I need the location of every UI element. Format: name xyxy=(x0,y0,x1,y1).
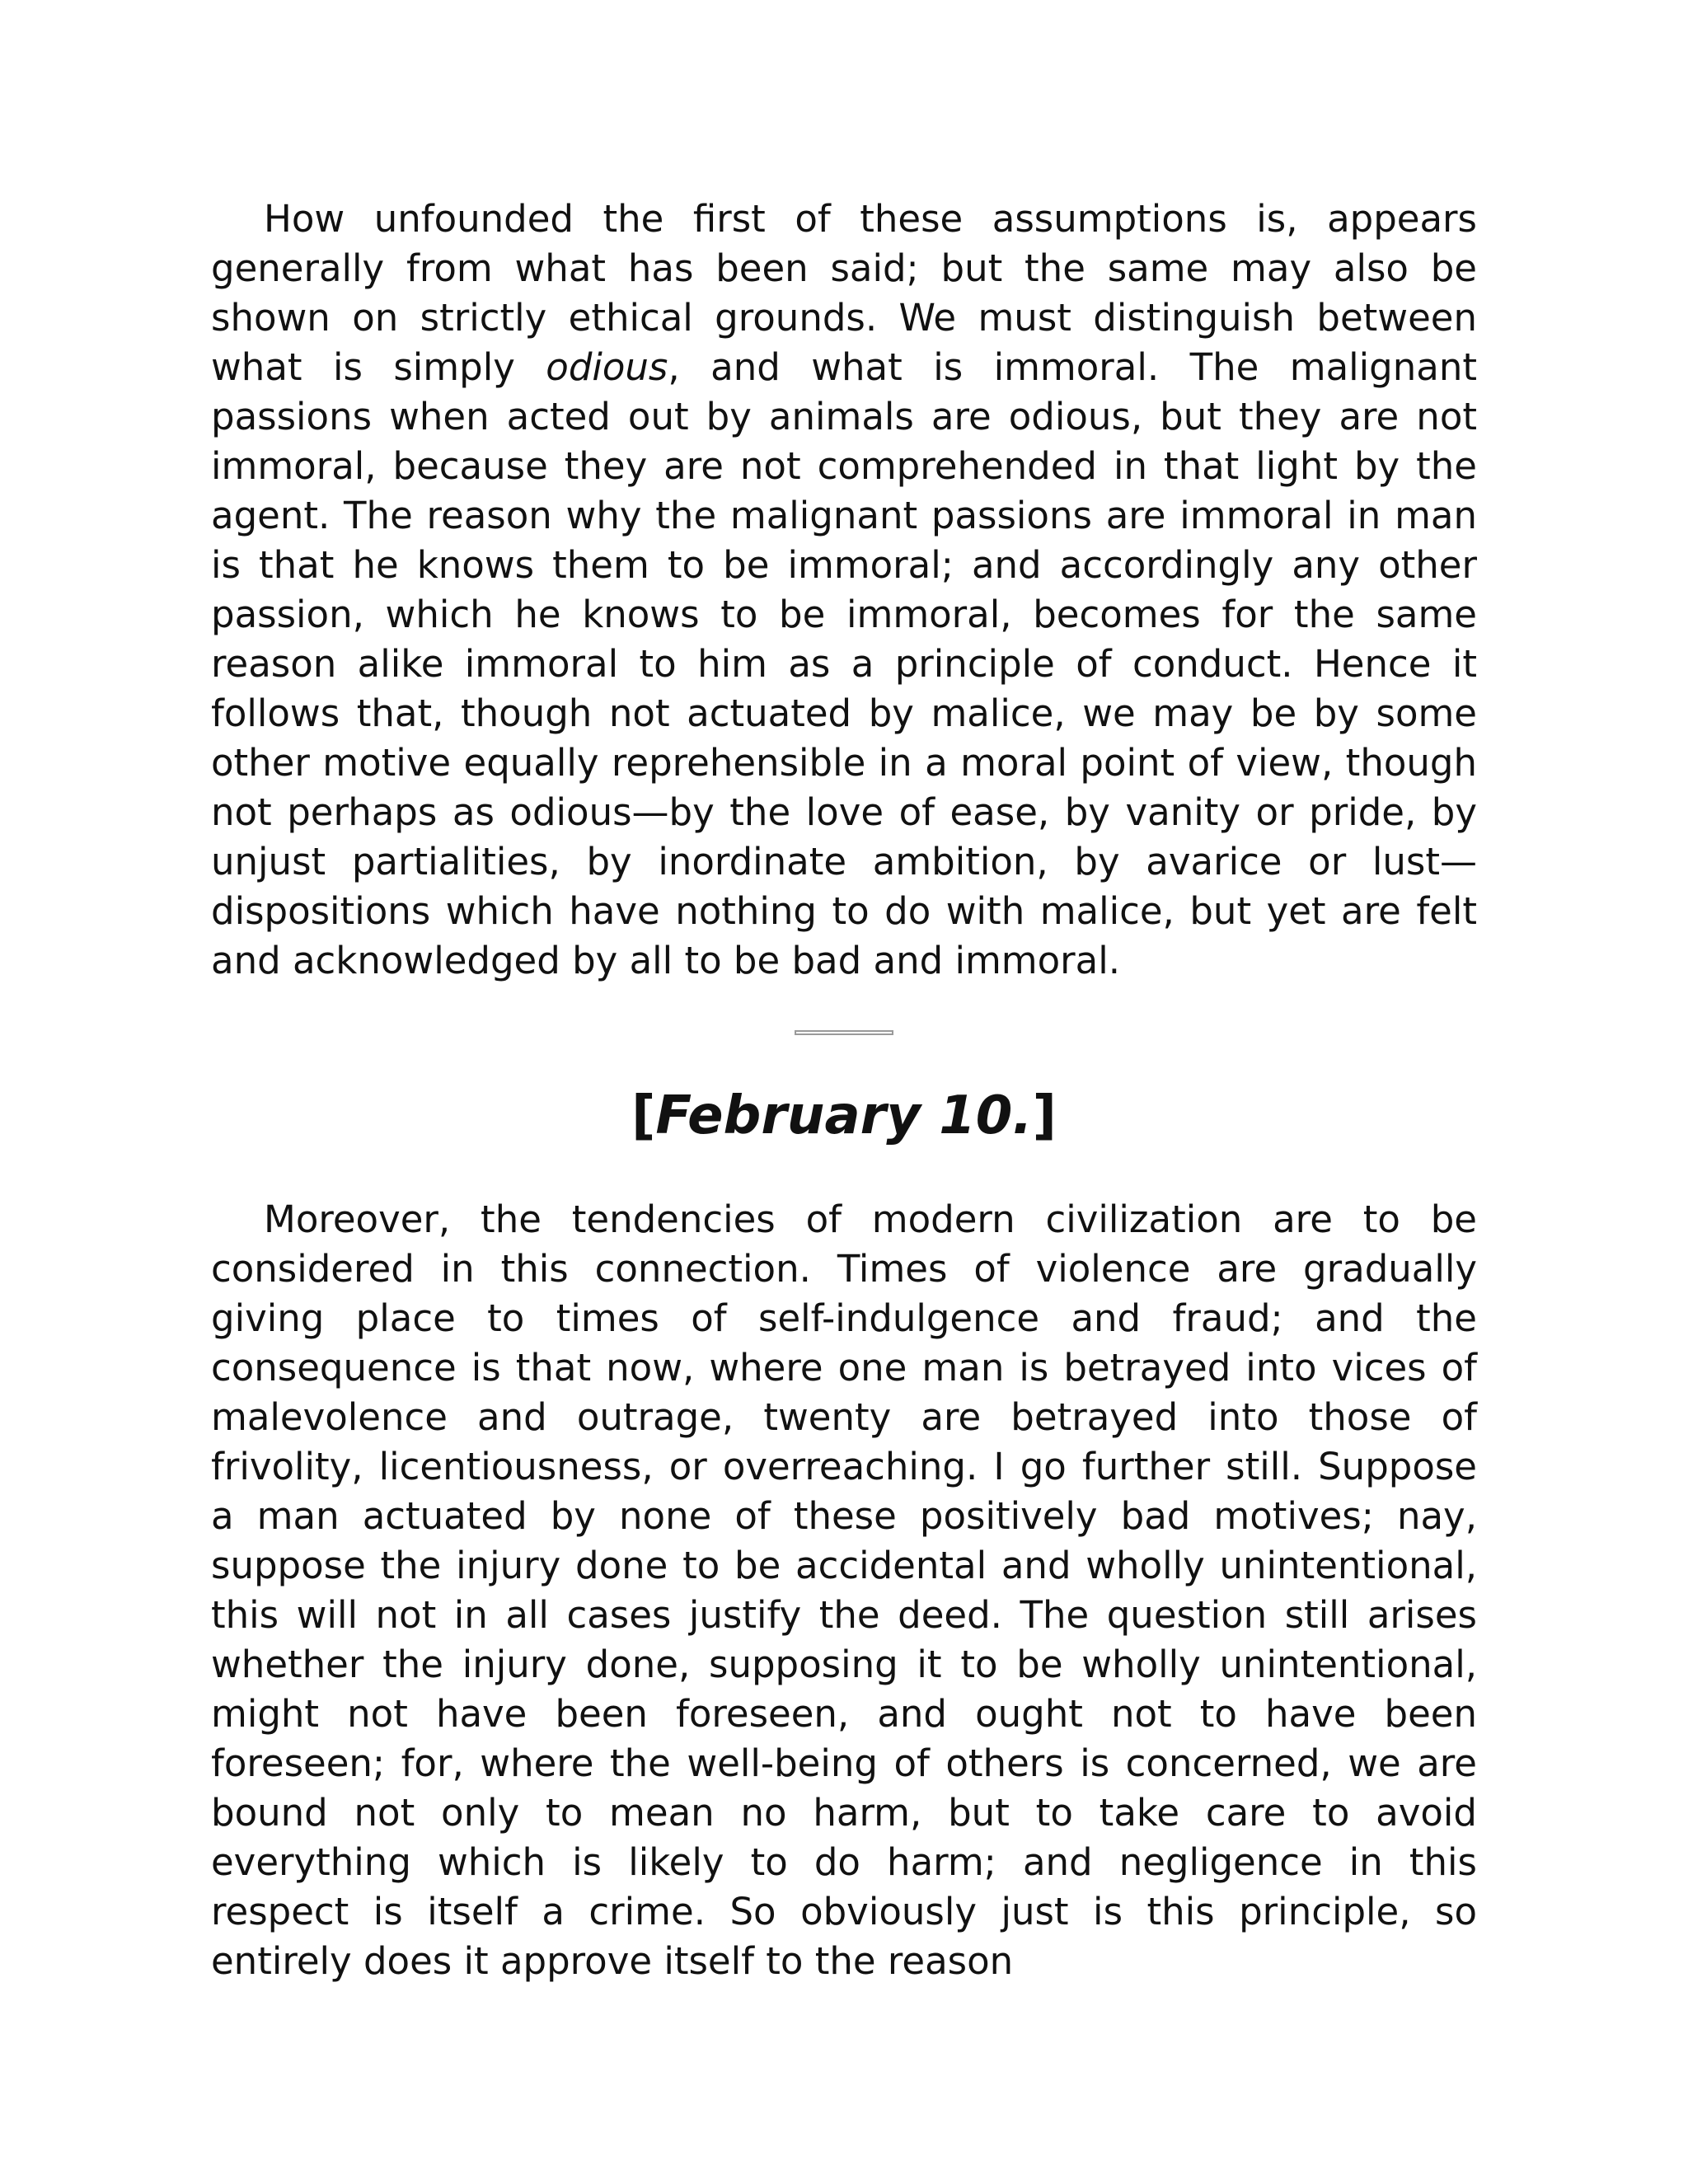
heading-close-bracket: ] xyxy=(1032,1085,1057,1146)
section-divider xyxy=(795,1030,893,1035)
paragraph-2: Moreover, the tendencies of modern civilization are to be considered in this connection. Times of violence are gradually giving place to times of self-indulgence and fraud; and the consequence is that now, where one man is betrayed into vices of malevolence and outrage, twenty are betrayed into those of frivolity, licentiousness, or overreaching. I go further still. Suppose a man actuated by none of these positively bad motives; nay, suppose the injury done to be accidental and wholly unintentional, this will not in all cases justify the deed. The question still arises whether the injury done, supposing it to be wholly unintentional, might not have been foreseen, and ought not to have been foreseen; for, where the well-being of others is concerned, we are bound not only to mean no harm, but to take care to avoid everything which is likely to do harm; and negligence in this respect is itself a crime. So obviously just is this principle, so entirely does it approve itself to the reason xyxy=(211,1197,1477,1983)
paragraph-1-text-b: , and what is immoral. The malignant passions when acted out by animals are odious, but they are not immoral, because they are not comprehended in that light by the agent. The reason why the malignant passions are immoral in man is that he knows them to be immoral; and accordingly any other passion, which he knows to be immoral, becomes for the same reason alike immoral to him as a principle of conduct. Hence it follows that, though not actuated by malice, we may be by some other motive equally reprehensible in a moral point of view, though not perhaps as odious—by the love of ease, by vanity or pride, by unjust partialities, by inordinate ambition, by avarice or lust—dispositions which have nothing to do with malice, but yet are felt and acknowledged by all to be bad and immoral. xyxy=(211,345,1477,982)
paragraph-1-text-a: How unfounded the first of these assumptions is, appears generally from what has been said; but the same may also be shown on strictly ethical grounds. We must distinguish between what is simply xyxy=(211,197,1477,389)
book-page xyxy=(211,194,1477,1986)
date-heading xyxy=(211,1083,1477,1149)
paragraph-1 xyxy=(211,194,1477,986)
heading-open-bracket: [ xyxy=(631,1085,656,1146)
emphasis-odious: odious xyxy=(546,345,668,389)
heading-date: February 10. xyxy=(655,1085,1033,1146)
